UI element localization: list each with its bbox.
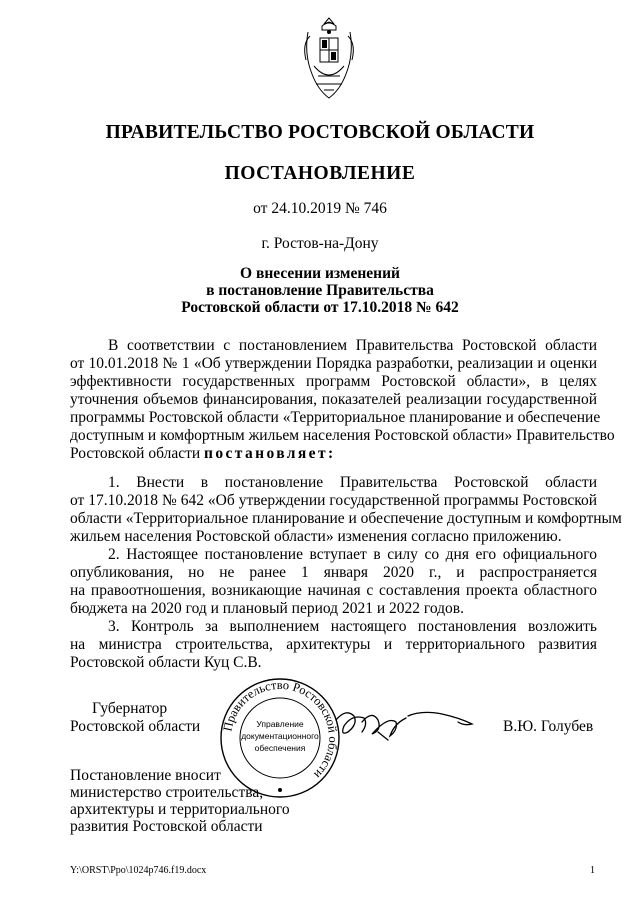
subject-line: О внесении изменений xyxy=(240,265,400,282)
signatory-name: В.Ю. Голубев xyxy=(503,718,594,735)
date-number-line: от 24.10.2019 № 746 xyxy=(253,200,387,217)
signatory-position xyxy=(70,700,200,736)
item-1-paragraph xyxy=(70,474,622,546)
text-line: области «Территориальное планирование и обеспечение доступным и комфортным xyxy=(70,510,622,527)
text-line: на правоотношения, возникающие начиная с составления проекта областного xyxy=(70,582,597,599)
text-line: В соответствии с постановлением Правительства Ростовской области xyxy=(108,337,597,354)
submitter-note xyxy=(70,767,290,835)
subject-line: Ростовской области от 17.10.2018 № 642 xyxy=(181,299,459,316)
text-line: 2. Настоящее постановление вступает в силу со дня его официального xyxy=(108,546,597,563)
text-line: программы Ростовской области «Территориальное планирование и обеспечение xyxy=(70,409,601,426)
text-fragment: Ростовской области xyxy=(70,445,205,462)
text-line: уточнения объемов финансирования, показателей реализации государственной xyxy=(70,391,597,408)
text-line: на министра строительства, архитектуры и территориального развития xyxy=(70,636,597,653)
government-heading: ПРАВИТЕЛЬСТВО РОСТОВСКОЙ ОБЛАСТИ xyxy=(105,122,535,143)
text-line: 3. Контроль за выполнением настоящего постановления возложить xyxy=(108,618,597,635)
note-line: Постановление вносит xyxy=(70,767,221,784)
note-line: министерство строительства, xyxy=(70,784,264,801)
text-line: 1. Внести в постановление Правительства Ростовской области xyxy=(108,474,597,491)
item-3-paragraph xyxy=(70,618,597,672)
item-2-paragraph xyxy=(70,546,597,618)
text-line: Ростовской области Куц С.В. xyxy=(70,654,262,671)
text-line: опубликования, но не ранее 1 января 2020 г., и распространяется xyxy=(70,564,597,581)
seal-center-line: документационного xyxy=(241,731,319,741)
position-line: Ростовской области xyxy=(70,718,201,735)
city-line: г. Ростов-на-Дону xyxy=(261,235,379,252)
text-line: эффективности государственных программ Ростовской области», в целях xyxy=(70,373,597,390)
handwritten-signature xyxy=(332,702,482,748)
seal-center-line: обеспечения xyxy=(254,743,306,753)
text-line xyxy=(70,445,597,463)
text-line: жильем населения Ростовской области» изменения согласно приложению. xyxy=(70,528,562,545)
decree-word: постановляет: xyxy=(204,445,336,462)
subject-title xyxy=(0,265,640,316)
file-path: Y:\ORST\Ppo\1024p746.f19.docx xyxy=(70,865,207,876)
note-line: развития Ростовской области xyxy=(70,818,263,835)
page-number: 1 xyxy=(590,865,595,876)
note-line: архитектуры и территориального xyxy=(70,801,290,818)
position-line: Губернатор xyxy=(92,700,168,717)
seal-ring-text: Правительство Ростовской области xyxy=(220,677,341,782)
subject-line: в постановление Правительства xyxy=(206,282,434,299)
seal-center-line: Управление xyxy=(256,719,304,729)
document-type-heading: ПОСТАНОВЛЕНИЕ xyxy=(224,163,416,184)
text-line: доступным и комфортным жильем населения Ростовской области» Правительство xyxy=(70,427,615,444)
text-line: от 10.01.2018 № 1 «Об утверждении Порядка разработки, реализации и оценки xyxy=(70,355,597,372)
text-line: от 17.10.2018 № 642 «Об утверждении государственной программы Ростовской xyxy=(70,492,597,509)
preamble-paragraph xyxy=(70,337,615,463)
text-line: бюджета на 2020 год и плановый период 2021 и 2022 годов. xyxy=(70,600,464,617)
coat-of-arms-icon xyxy=(300,14,358,102)
